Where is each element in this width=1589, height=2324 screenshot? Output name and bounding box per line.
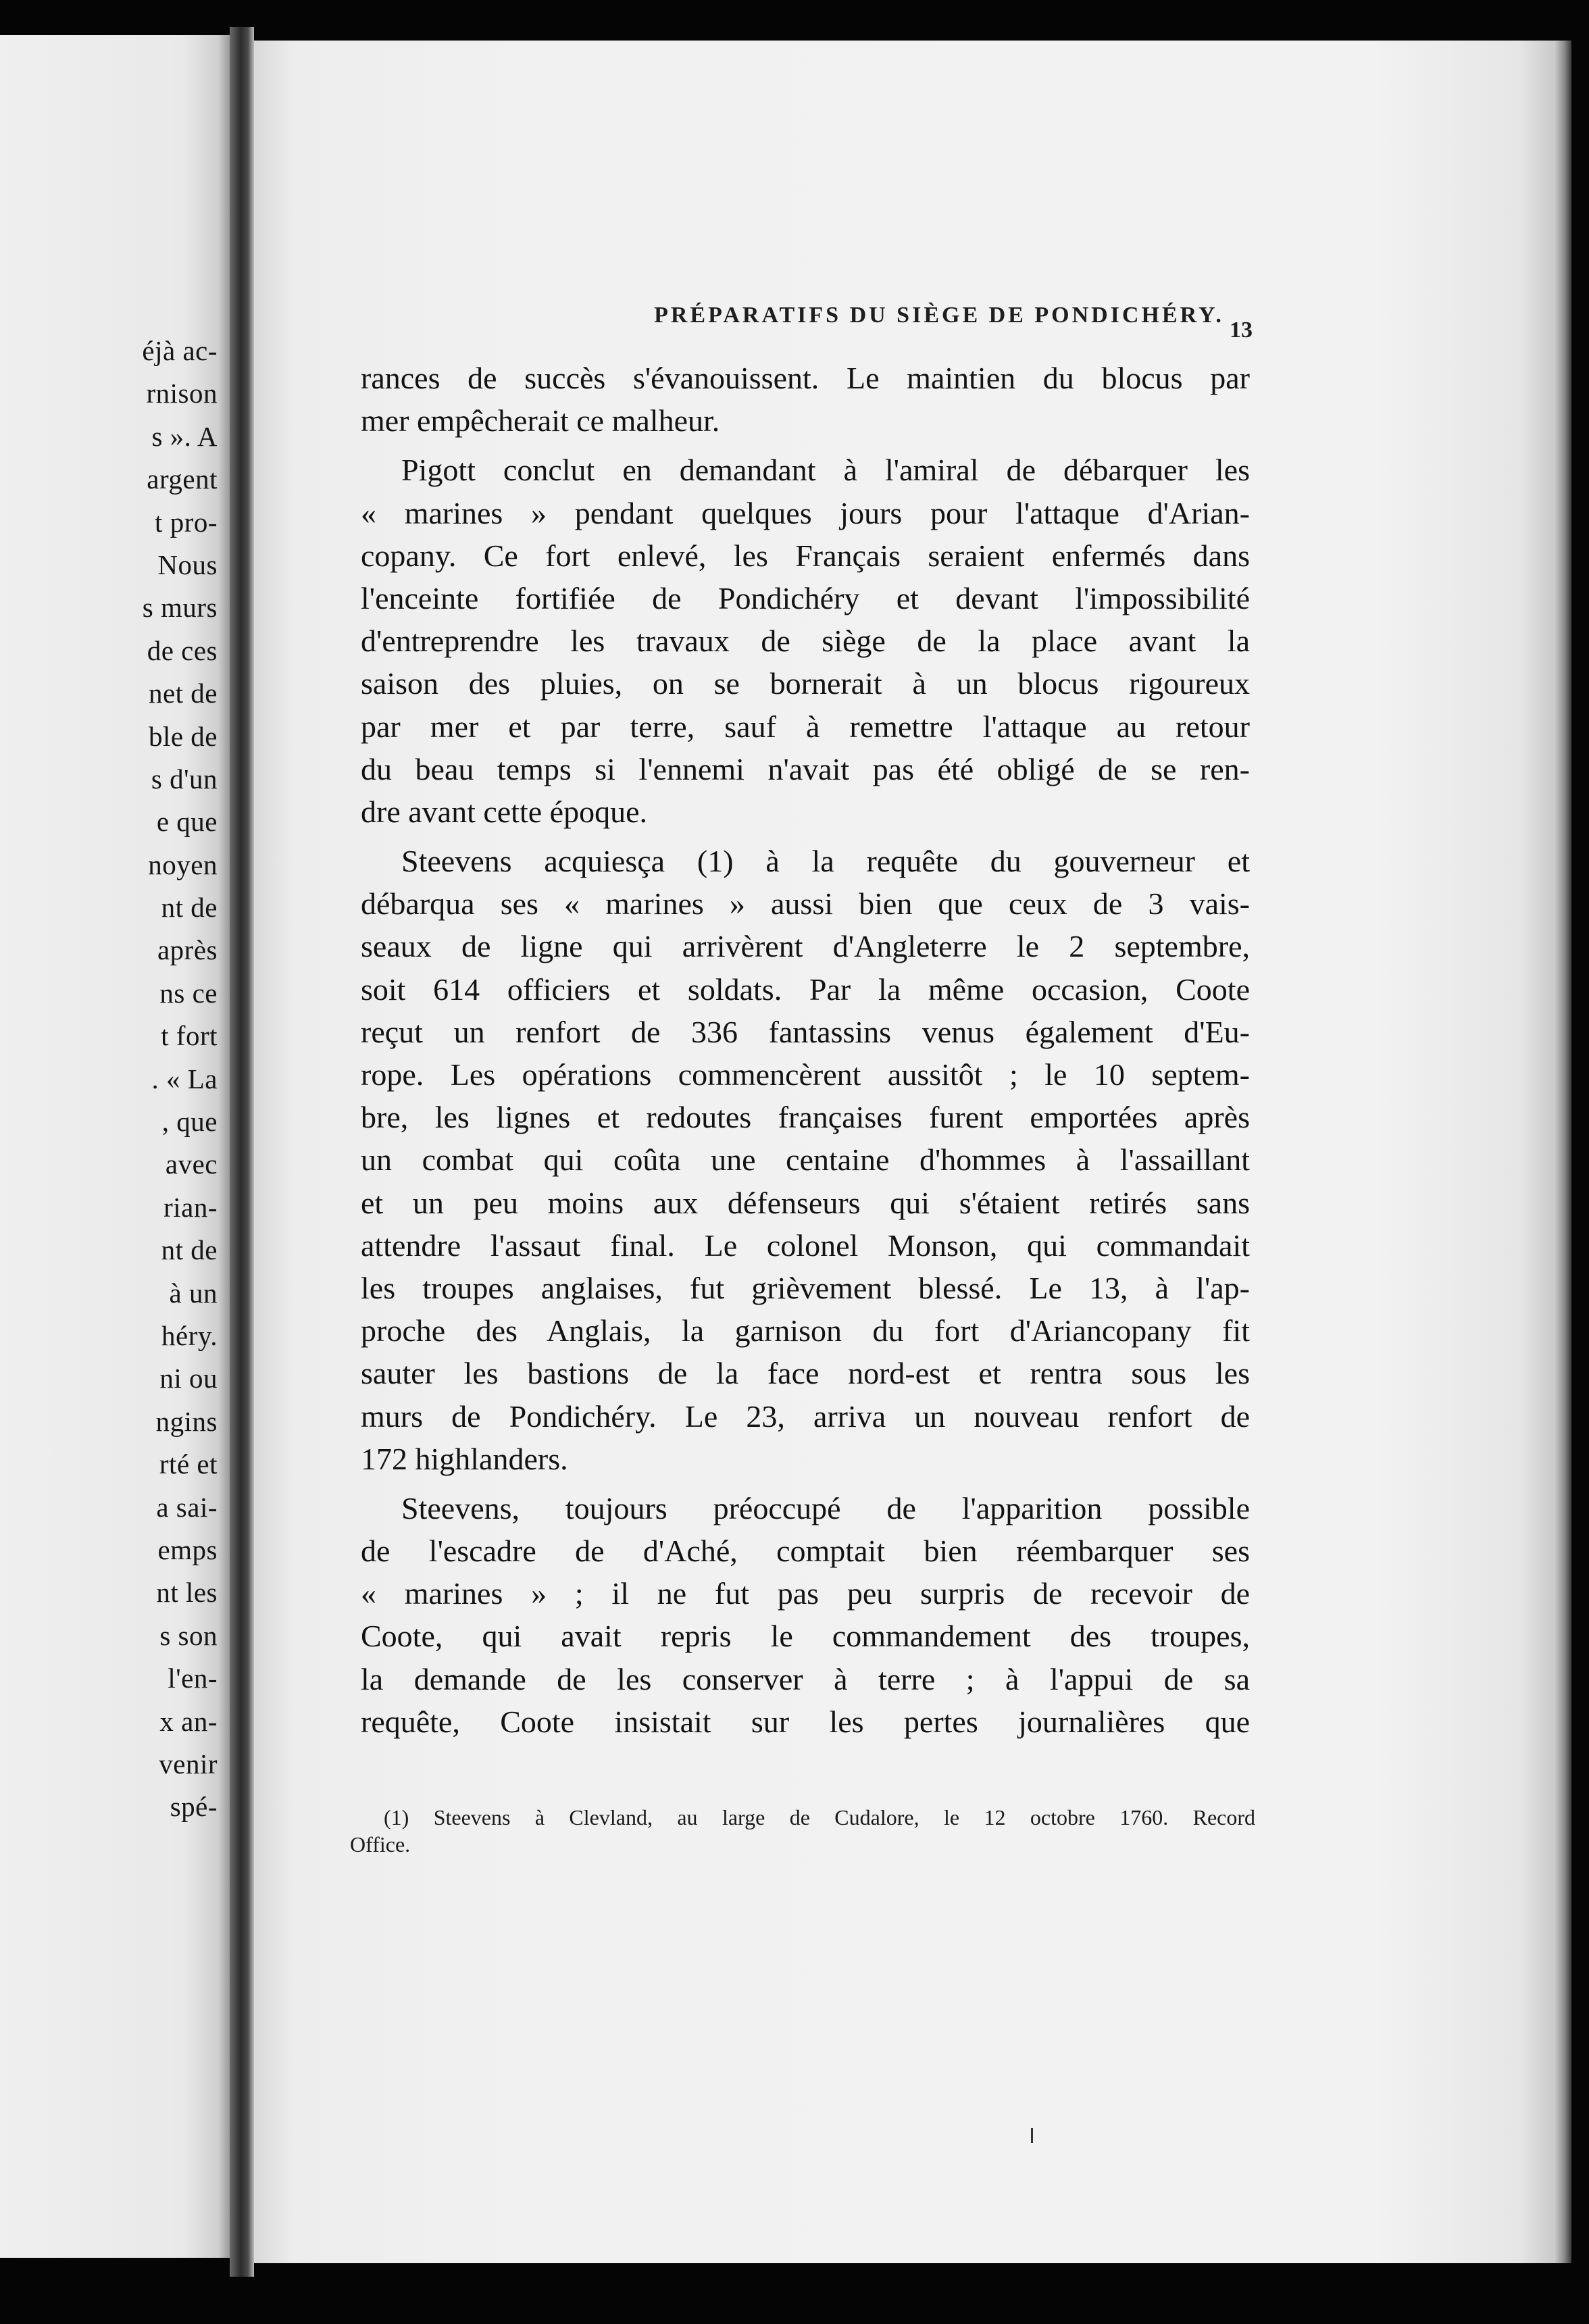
body-line: « marines » ; il ne fut pas peu surpris de recevoir de — [361, 1576, 1250, 1611]
running-head: PRÉPARATIFS DU SIÈGE DE PONDICHÉRY. — [654, 303, 1224, 328]
footnote-line: (1) Steevens à Clevland, au large de Cudalore, le 12 octobre 1760. Record — [384, 1805, 1255, 1829]
body-line: rances de succès s'évanouissent. Le maintien du blocus par — [361, 361, 1250, 395]
book-gutter — [230, 27, 254, 2277]
body-line: les troupes anglaises, fut grièvement blessé. Le 13, à l'ap- — [361, 1270, 1250, 1305]
previous-page-line: argent — [147, 463, 218, 495]
body-line: un combat qui coûta une centaine d'hommes à l'assaillant — [361, 1142, 1250, 1178]
previous-page-line: rnison — [146, 378, 218, 409]
body-line: mer empêcherait ce malheur. — [361, 403, 720, 438]
body-line: 172 highlanders. — [361, 1441, 568, 1476]
current-page — [254, 41, 1571, 2263]
previous-page-text — [142, 330, 218, 1829]
body-line: requête, Coote insistait sur les pertes journalières que — [361, 1704, 1250, 1739]
body-line: soit 614 officiers et soldats. Par la même occasion, Coote — [361, 971, 1250, 1007]
paragraph-gap — [361, 442, 1250, 449]
print-mark — [1031, 2128, 1033, 2143]
previous-page — [0, 35, 230, 2258]
previous-page-line: t fort — [161, 1020, 218, 1052]
previous-page-line: ble de — [148, 720, 218, 752]
previous-page-line: ni ou — [159, 1363, 218, 1394]
previous-page-line: s ». A — [151, 420, 218, 452]
body-line: attendre l'assaut final. Le colonel Monson, qui commandait — [361, 1228, 1250, 1263]
body-line: du beau temps si l'ennemi n'avait pas été obligé de se ren- — [361, 751, 1250, 786]
previous-page-line: ngins — [155, 1405, 218, 1437]
body-line: saison des pluies, on se bornerait à un blocus rigoureux — [361, 666, 1250, 701]
previous-page-line: rté et — [159, 1448, 218, 1480]
previous-page-line: rian- — [163, 1191, 218, 1223]
previous-page-line: . « La — [151, 1063, 218, 1094]
previous-page-line: après — [157, 934, 218, 966]
previous-page-line: s murs — [142, 592, 218, 624]
body-line: proche des Anglais, la garnison du fort d'Ariancopany fit — [361, 1313, 1250, 1348]
body-line: bre, les lignes et redoutes françaises furent emportées après — [361, 1100, 1250, 1135]
previous-page-line: de ces — [147, 634, 218, 666]
body-line: Coote, qui avait repris le commandement des troupes, — [361, 1619, 1250, 1654]
body-line: « marines » pendant quelques jours pour l'attaque d'Arian- — [361, 495, 1250, 530]
body-line: seaux de ligne qui arrivèrent d'Angleterre le 2 septembre, — [361, 929, 1250, 964]
previous-page-line: venir — [159, 1748, 218, 1779]
body-line: d'entreprendre les travaux de siège de la place avant la — [361, 624, 1250, 659]
previous-page-line: a sai- — [156, 1491, 218, 1523]
previous-page-line: éjà ac- — [142, 335, 218, 366]
body-line: par mer et par terre, sauf à remettre l'attaque au retour — [361, 709, 1250, 744]
body-line: la demande de les conserver à terre ; à l'appui de sa — [361, 1661, 1250, 1696]
previous-page-line: t pro- — [155, 506, 218, 538]
previous-page-line: à un — [169, 1277, 218, 1309]
previous-page-line: spé- — [170, 1791, 218, 1823]
body-line: débarqua ses « marines » aussi bien que ceux de 3 vais- — [361, 886, 1250, 921]
body-line: copany. Ce fort enlevé, les Français seraient enfermés dans — [361, 538, 1250, 573]
body-line: Pigott conclut en demandant à l'amiral de débarquer les — [401, 453, 1250, 488]
previous-page-line: e que — [156, 806, 218, 838]
previous-page-line: emps — [157, 1534, 218, 1565]
body-line: reçut un renfort de 336 fantassins venus également d'Eu- — [361, 1014, 1250, 1049]
previous-page-line: nt de — [161, 1234, 218, 1266]
previous-page-line: s son — [159, 1619, 218, 1651]
body-line: sauter les bastions de la face nord-est et rentra sous les — [361, 1356, 1250, 1391]
body-text — [361, 357, 1250, 1743]
body-line: rope. Les opérations commencèrent aussitôt ; le 10 septem- — [361, 1057, 1250, 1092]
page-number: 13 — [1230, 318, 1253, 343]
body-line: de l'escadre de d'Aché, comptait bien réembarquer ses — [361, 1534, 1250, 1569]
body-line: murs de Pondichéry. Le 23, arriva un nouveau renfort de — [361, 1398, 1250, 1434]
body-line: et un peu moins aux défenseurs qui s'étaient retirés sans — [361, 1185, 1250, 1220]
footnote — [350, 1804, 1255, 1858]
previous-page-line: , que — [161, 1106, 218, 1138]
previous-page-line: l'en- — [168, 1663, 218, 1694]
page-edge — [1554, 41, 1571, 2263]
footnote-line: Office. — [350, 1832, 411, 1856]
paragraph-gap — [361, 1480, 1250, 1487]
body-line: dre avant cette époque. — [361, 794, 647, 829]
previous-page-line: s d'un — [151, 763, 218, 794]
previous-page-line: net de — [148, 678, 218, 709]
previous-page-line: nt de — [161, 892, 218, 924]
body-line: Steevens, toujours préoccupé de l'apparition possible — [401, 1490, 1250, 1525]
previous-page-line: héry. — [161, 1319, 218, 1351]
previous-page-line: avec — [165, 1148, 218, 1180]
paragraph-gap — [361, 833, 1250, 840]
previous-page-line: Nous — [157, 549, 218, 580]
previous-page-line: nt les — [156, 1577, 218, 1609]
body-line: Steevens acquiesça (1) à la requête du gouverneur et — [401, 844, 1250, 879]
body-line: l'enceinte fortifiée de Pondichéry et devant l'impossibilité — [361, 580, 1250, 615]
previous-page-line: noyen — [148, 849, 218, 880]
previous-page-line: ns ce — [159, 977, 218, 1009]
previous-page-line: x an- — [159, 1705, 218, 1737]
